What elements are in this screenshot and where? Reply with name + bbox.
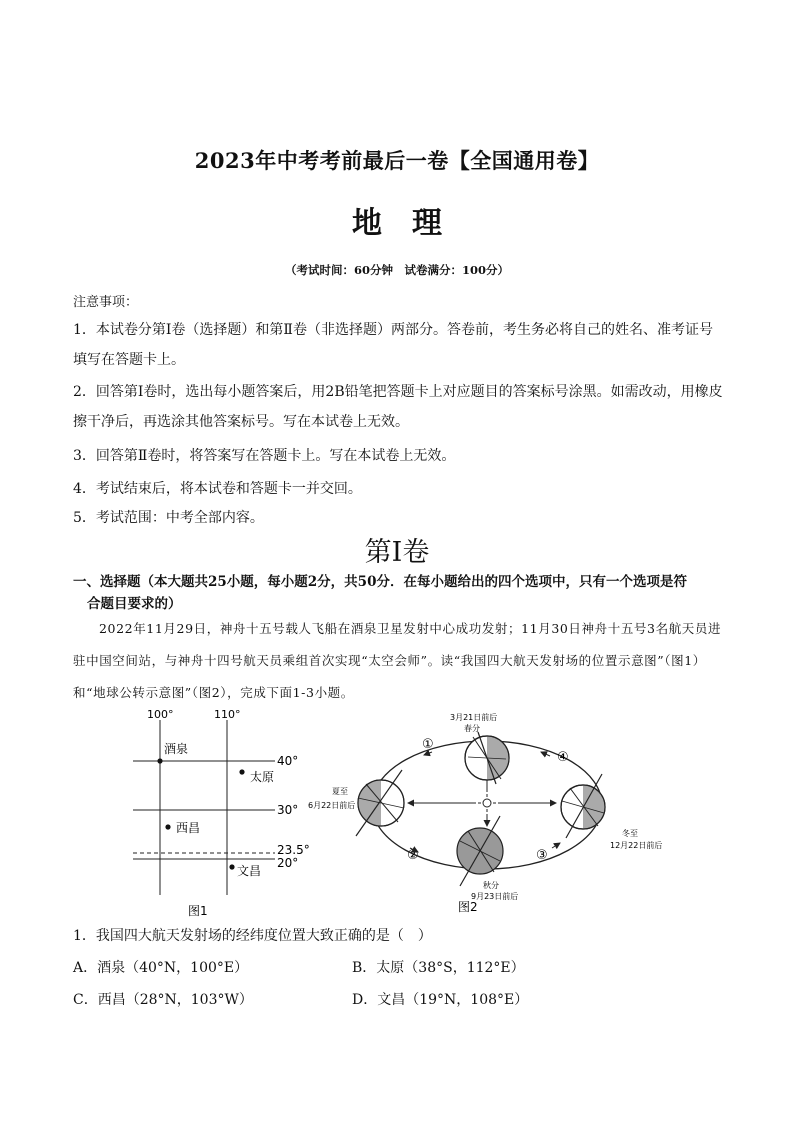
note-item: 4．考试结束后，将本试卷和答题卡一并交回。 [73, 481, 362, 497]
spring-name: 春分 [464, 724, 480, 733]
note-item: 1．本试卷分第Ⅰ卷（选择题）和第Ⅱ卷（非选择题）两部分。答卷前，考生务必将自己的姓名、准考证号填写在答题卡上。 [73, 322, 713, 368]
earth-spring [465, 732, 509, 784]
winter-date: 12月22日前后 [610, 841, 663, 850]
option-d[interactable]: D．文昌（19°N，108°E） [352, 992, 529, 1008]
lat-label-30: 30° [277, 803, 299, 817]
autumn-date: 9月23日前后 [471, 892, 519, 901]
option-a[interactable]: A．酒泉（40°N，100°E） [73, 960, 249, 976]
reading-passage: 2022年11月29日，神舟十五号载人飞船在酒泉卫星发射中心成功发射；11月30日神舟十五号3名航天员进驻中国空间站，与神舟十四号航天员乘组首次实现“太空会师”。读“我国四大航天发射场的位置示意图”（图1）和“地球公转示意图”（图2），完成下面1-3小题。 [73, 621, 722, 700]
figure-1-caption: 图1 [188, 904, 208, 918]
section-line-2: 合题目要求的） [87, 596, 182, 612]
option-c[interactable]: C．西昌（28°N，103°W） [73, 992, 253, 1008]
lon-label-110: 110° [214, 708, 241, 721]
position-4: ④ [557, 750, 569, 765]
site-dot-taiyuan [239, 769, 244, 774]
exam-meta: （考试时间：60分钟 试卷满分：100分） [284, 263, 509, 277]
figure-1-map [125, 705, 325, 920]
lat-label-40: 40° [277, 754, 299, 768]
note-item: 3．回答第Ⅱ卷时，将答案写在答题卡上。写在本试卷上无效。 [73, 448, 456, 464]
site-label-wenchang: 文昌 [237, 864, 262, 878]
position-1: ① [422, 737, 434, 752]
summer-name: 夏至 [332, 787, 348, 796]
winter-name: 冬至 [622, 829, 638, 838]
option-b[interactable]: B．太原（38°S，112°E） [352, 960, 525, 976]
summer-date: 6月22日前后 [308, 801, 356, 810]
exam-title: 2023年中考考前最后一卷【全国通用卷】 [194, 148, 600, 173]
earth-winter [561, 774, 605, 838]
site-label-jiuquan: 酒泉 [164, 742, 189, 756]
lat-label-20: 20° [277, 856, 299, 870]
volume-title: 第Ⅰ卷 [364, 537, 430, 568]
lon-label-100: 100° [147, 708, 174, 721]
lat-label-23-5: 23.5° [277, 843, 310, 857]
notes-heading: 注意事项： [73, 295, 139, 310]
autumn-name: 秋分 [483, 881, 499, 890]
spring-date: 3月21日前后 [450, 713, 498, 722]
sun-icon [478, 794, 496, 812]
note-item: 2．回答第Ⅰ卷时，选出每小题答案后，用2B铅笔把答题卡上对应题目的答案标号涂黑。如需改动，用橡皮擦干净后，再选涂其他答案标号。写在本试卷上无效。 [73, 384, 723, 430]
site-dot-wenchang [229, 864, 234, 869]
section-heading [73, 571, 725, 615]
earth-autumn [457, 816, 503, 886]
figure-2-caption: 图2 [458, 900, 478, 914]
site-label-xichang: 西昌 [176, 821, 201, 835]
position-2: ② [407, 848, 419, 863]
earth-summer [356, 770, 404, 836]
note-item: 5．考试范围：中考全部内容。 [73, 510, 264, 526]
figure-2-revolution [300, 708, 700, 918]
site-label-taiyuan: 太原 [250, 770, 275, 784]
site-dot-xichang [165, 824, 170, 829]
section-line-1: 一、选择题（本大题共25小题，每小题2分，共50分．在每小题给出的四个选项中，只有一个选项是符 [73, 574, 687, 590]
subject-title: 地理 [352, 206, 472, 241]
site-dot-jiuquan [157, 758, 162, 763]
question-1-stem: 1．我国四大航天发射场的经纬度位置大致正确的是（ ） [73, 928, 432, 944]
position-3: ③ [536, 848, 548, 863]
